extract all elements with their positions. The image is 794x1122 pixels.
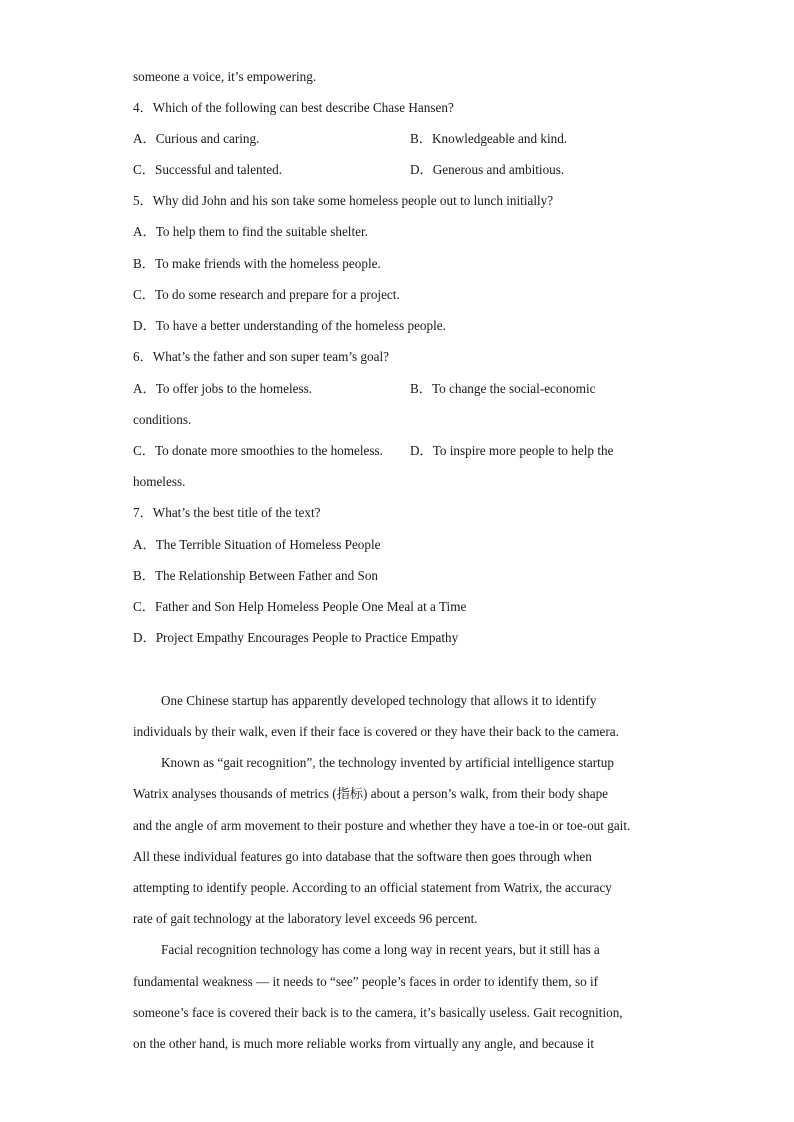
- question-7-option-a: A．The Terrible Situation of Homeless People: [133, 537, 381, 552]
- question-5-stem: 5．Why did John and his son take some homeless people out to lunch initially?: [133, 193, 554, 208]
- passage-line: Known as “gait recognition”, the technology invented by artificial intelligence startup: [161, 755, 614, 770]
- question-6-option-b-cont: conditions.: [133, 412, 192, 427]
- question-4-option-a: A．Curious and caring.: [133, 131, 260, 146]
- question-5-option-c: C．To do some research and prepare for a project.: [133, 287, 400, 302]
- passage-line: One Chinese startup has apparently developed technology that allows it to identify: [161, 693, 597, 708]
- passage-line: on the other hand, is much more reliable works from virtually any angle, and because it: [133, 1036, 595, 1051]
- passage-line: individuals by their walk, even if their face is covered or they have their back to the camera.: [133, 724, 619, 739]
- question-6-stem: 6．What’s the father and son super team’s goal?: [133, 349, 389, 364]
- passage-line: Facial recognition technology has come a long way in recent years, but it still has a: [161, 942, 600, 957]
- question-5-option-b: B．To make friends with the homeless people.: [133, 256, 381, 271]
- question-5-option-a: A．To help them to find the suitable shelter.: [133, 224, 368, 239]
- question-4-option-d: D．Generous and ambitious.: [410, 162, 565, 177]
- question-7-option-b: B．The Relationship Between Father and Son: [133, 568, 379, 583]
- question-7-option-d: D．Project Empathy Encourages People to Practice Empathy: [133, 630, 459, 645]
- question-4-stem: 4．Which of the following can best describe Chase Hansen?: [133, 100, 454, 115]
- question-6-option-c: C．To donate more smoothies to the homeless.: [133, 443, 383, 458]
- question-6-option-d: D．To inspire more people to help the: [410, 443, 614, 458]
- question-5-option-d: D．To have a better understanding of the homeless people.: [133, 318, 446, 333]
- passage-line: rate of gait technology at the laboratory level exceeds 96 percent.: [133, 911, 478, 926]
- question-6-option-b: B．To change the social-economic: [410, 381, 596, 396]
- passage-line: fundamental weakness — it needs to “see” people’s faces in order to identify them, so if: [133, 974, 599, 989]
- question-7-stem: 7．What’s the best title of the text?: [133, 505, 321, 520]
- question-7-option-c: C．Father and Son Help Homeless People One Meal at a Time: [133, 599, 467, 614]
- continuation-line: someone a voice, it’s empowering.: [133, 69, 317, 84]
- question-6-option-a: A．To offer jobs to the homeless.: [133, 381, 313, 396]
- question-4-option-c: C．Successful and talented.: [133, 162, 283, 177]
- passage-line: and the angle of arm movement to their posture and whether they have a toe-in or toe-out gait.: [133, 818, 631, 833]
- passage-line: Watrix analyses thousands of metrics (指标) about a person’s walk, from their body shape: [133, 786, 609, 801]
- question-6-option-d-cont: homeless.: [133, 474, 186, 489]
- question-4-option-b: B．Knowledgeable and kind.: [410, 131, 568, 146]
- passage-line: attempting to identify people. According to an official statement from Watrix, the accuracy: [133, 880, 612, 895]
- passage-line: someone’s face is covered their back is to the camera, it’s basically useless. Gait recognition,: [133, 1005, 623, 1020]
- passage-line: All these individual features go into database that the software then goes through when: [133, 849, 592, 864]
